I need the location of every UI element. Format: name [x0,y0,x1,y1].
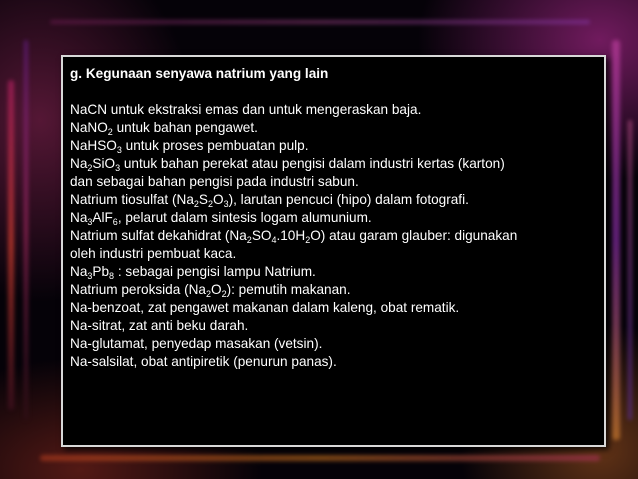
decorative-light-streak [612,40,620,440]
text-segment: untuk proses pembuatan pulp. [121,138,309,153]
subscript: 3 [115,163,121,173]
text-segment: O [213,192,224,207]
content-box [61,55,606,447]
subscript: 3 [87,271,93,281]
subscript: 8 [109,271,115,281]
subscript: 6 [112,217,118,227]
text-segment: untuk bahan pengawet. [112,120,258,135]
text-segment: ), larutan pencuci (hipo) dalam fotografi. [228,192,469,207]
text-segment: Natrium tiosulfat (Na [70,192,194,207]
decorative-light-streak [628,120,632,420]
subscript: 3 [116,145,122,155]
subscript: 2 [246,235,252,245]
text-segment: AlF [92,210,113,225]
text-line-na2sio3 [70,155,598,173]
text-segment: O) atau garam glauber: digunakan [310,228,518,243]
section-heading: g. Kegunaan senyawa natrium yang lain [70,66,329,81]
text-line-salsilat: Na-salsilat, obat antipiretik (penurun panas). [70,354,337,369]
text-segment: Na [70,156,88,171]
text-line-sitrat: Na-sitrat, zat anti beku darah. [70,318,249,333]
text-segment: ): pemutih makanan. [226,282,351,297]
text-line-sabun: dan sebagai bahan pengisi pada industri sabun. [70,174,359,189]
text-segment: Na [70,264,88,279]
text-segment: O [211,282,222,297]
subscript: 2 [193,199,199,209]
spacer [70,83,598,101]
text-line-sulfat-dekahidrat [70,227,598,245]
subscript: 4 [271,235,277,245]
text-segment: Na [70,210,88,225]
text-segment: Pb [92,264,110,279]
text-line-nahso3 [70,137,598,155]
decorative-light-streak [8,80,14,410]
subscript: 2 [305,235,311,245]
text-segment: S [198,192,208,207]
subscript: 2 [107,127,113,137]
text-segment: , pelarut dalam sintesis logam alumunium. [117,210,372,225]
text-line-kaca: oleh industri pembuat kaca. [70,246,237,261]
subscript: 2 [205,289,211,299]
text-line-tiosulfat [70,191,598,209]
text-segment: .10H [276,228,306,243]
text-line-na3alf6 [70,209,598,227]
text-segment: SO [251,228,272,243]
text-segment: SiO [92,156,116,171]
text-segment: NaNO [70,120,108,135]
text-line-glutamat: Na-glutamat, penyedap masakan (vetsin). [70,336,323,351]
subscript: 3 [223,199,229,209]
text-segment: NaHSO [70,138,117,153]
text-line-peroksida [70,281,598,299]
subscript: 2 [87,163,93,173]
text-segment: Natrium peroksida (Na [70,282,206,297]
text-segment: untuk bahan perekat atau pengisi dalam industri kertas (karton) [120,156,505,171]
text-line-benzoat: Na-benzoat, zat pengawet makanan dalam kaleng, obat rematik. [70,300,460,315]
decorative-light-streak [50,20,590,24]
subscript: 2 [207,199,213,209]
subscript: 3 [87,217,93,227]
content-text [70,65,598,371]
text-segment: Natrium sulfat dekahidrat (Na [70,228,247,243]
decorative-light-streak [24,40,28,420]
text-line-nano2 [70,119,598,137]
text-line-na3pb8 [70,263,598,281]
subscript: 2 [221,289,227,299]
text-segment: : sebagai pengisi lampu Natrium. [114,264,316,279]
text-line-nacn: NaCN untuk ekstraksi emas dan untuk mengeraskan baja. [70,102,422,117]
decorative-light-streak [40,455,600,461]
